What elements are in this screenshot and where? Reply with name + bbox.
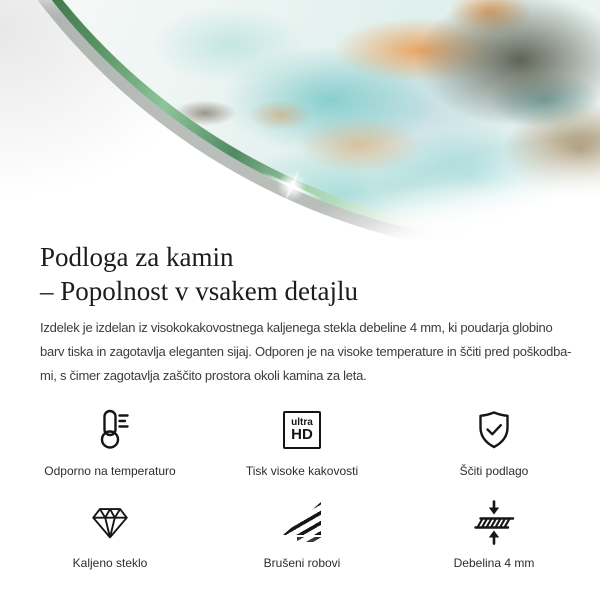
feature-thickness bbox=[398, 498, 590, 570]
feature-print-quality bbox=[206, 406, 398, 478]
feature-protects-surface bbox=[398, 406, 590, 478]
ultra-hd-text-bottom: HD bbox=[291, 426, 313, 443]
feature-label: Odporno na temperaturo bbox=[44, 464, 176, 478]
title-line-2: – Popolnost v vsakem detajlu bbox=[40, 276, 358, 306]
feature-label: Debelina 4 mm bbox=[453, 556, 535, 570]
feature-label: Tisk visoke kakovosti bbox=[245, 464, 359, 478]
feature-temperature-resistant bbox=[14, 406, 206, 478]
feature-tempered-glass bbox=[14, 498, 206, 570]
description-line: Izdelek je izdelan iz visokokakovostnega kaljenega stekla debeline 4 mm, ki poudarja globino bbox=[40, 320, 553, 335]
description-line: mi, s čimer zagotavlja zaščito prostora okoli kamina za leta. bbox=[40, 368, 367, 383]
product-description bbox=[40, 316, 600, 388]
feature-label: Kaljeno steklo bbox=[72, 556, 148, 570]
feature-grid bbox=[14, 406, 600, 570]
beveled-edges-icon bbox=[283, 498, 321, 546]
page-title bbox=[40, 240, 600, 308]
shield-check-icon bbox=[470, 406, 518, 454]
product-image bbox=[0, 0, 600, 240]
hatched-triangle bbox=[283, 502, 321, 542]
feature-beveled-edges bbox=[206, 498, 398, 570]
ultra-hd-text-top: ultra bbox=[291, 417, 313, 428]
feature-label: Ščiti podlago bbox=[459, 464, 529, 478]
feature-label: Brušeni robovi bbox=[263, 556, 341, 570]
ultra-hd-badge bbox=[283, 411, 321, 449]
ultra-hd-icon bbox=[283, 406, 321, 454]
diamond-icon bbox=[87, 498, 133, 546]
title-line-1: Podloga za kamin bbox=[40, 242, 234, 272]
thickness-icon bbox=[472, 498, 516, 546]
description-line: barv tiska in zagotavlja eleganten sijaj. Odporen je na visoke temperature in ščiti pred poškodba- bbox=[40, 344, 572, 359]
sparkle-highlight-icon bbox=[258, 152, 326, 220]
thermometer-icon bbox=[86, 406, 134, 454]
